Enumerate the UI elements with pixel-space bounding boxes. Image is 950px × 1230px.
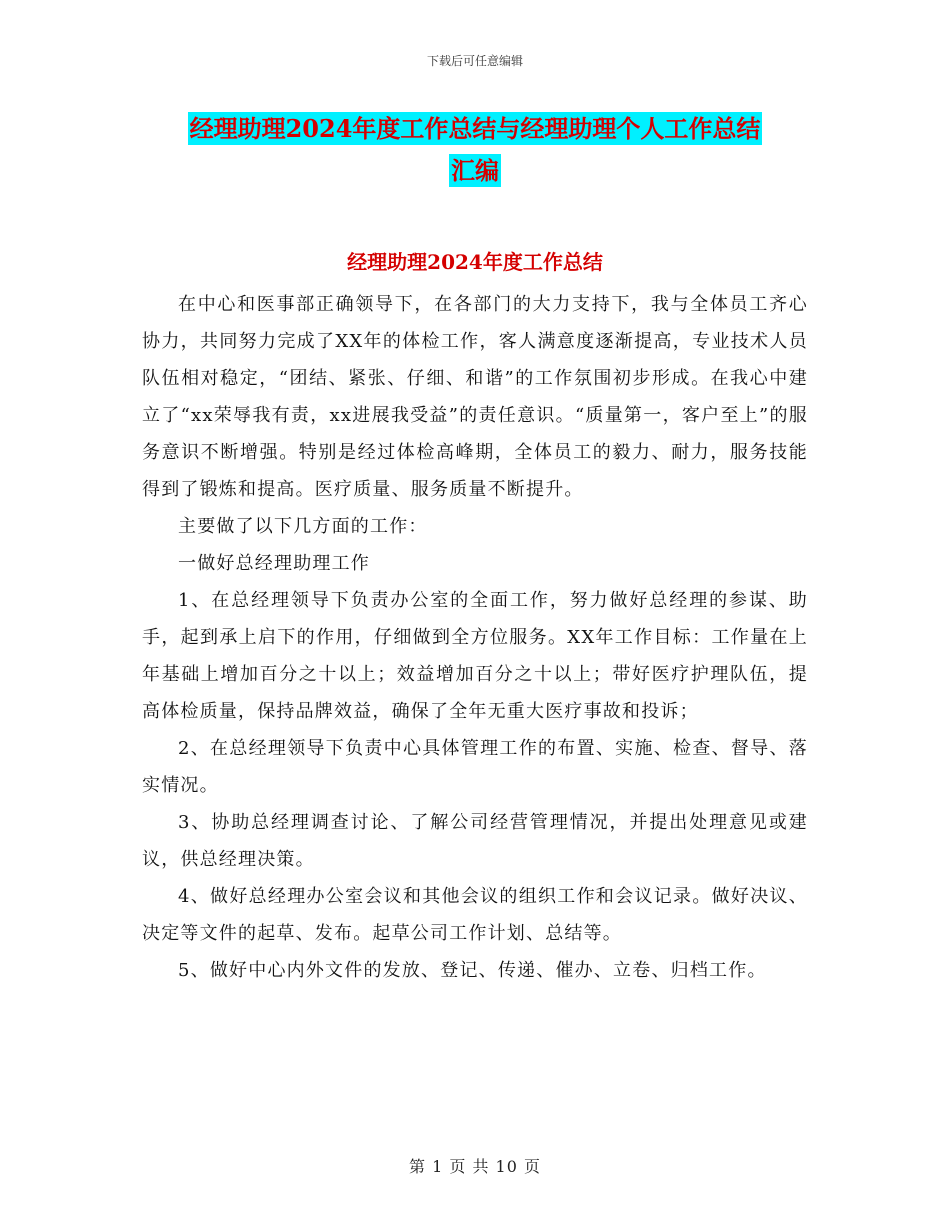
paragraph: 3、协助总经理调查讨论、了解公司经营管理情况，并提出处理意见或建议，供总经理决策。 bbox=[142, 812, 808, 870]
paragraph: 2、在总经理领导下负责中心具体管理工作的布置、实施、检查、督导、落实情况。 bbox=[142, 738, 808, 796]
paragraph: 4、做好总经理办公室会议和其他会议的组织工作和会议记录。做好决议、决定等文件的起草、发布。起草公司工作计划、总结等。 bbox=[142, 886, 808, 944]
paragraph: 在中心和医事部正确领导下，在各部门的大力支持下，我与全体员工齐心协力，共同努力完成了XX年的体检工作，客人满意度逐渐提高，专业技术人员队伍相对稳定，“团结、紧张、仔细、和谐”的工作氛围初步形成。在我心中建立了“xx荣辱我有责，xx进展我受益”的责任意识。“质量第一，客户至上”的服务意识不断增强。特别是经过体检高峰期，全体员工的毅力、耐力，服务技能得到了锻炼和提高。医疗质量、服务质量不断提升。 bbox=[142, 294, 808, 500]
paragraph: 5、做好中心内外文件的发放、登记、传递、催办、立卷、归档工作。 bbox=[178, 960, 767, 981]
document-title bbox=[140, 108, 810, 192]
paragraph: 1、在总经理领导下负责办公室的全面工作，努力做好总经理的参谋、助手，起到承上启下的作用，仔细做到全方位服务。XX年工作目标：工作量在上年基础上增加百分之十以上；效益增加百分之十以上；带好医疗护理队伍，提高体检质量，保持品牌效益，确保了全年无重大医疗事故和投诉； bbox=[142, 590, 808, 722]
page-footer: 第 1 页 共 10 页 bbox=[409, 1157, 541, 1176]
title-line-2: 汇编 bbox=[451, 156, 499, 185]
document-body bbox=[142, 286, 808, 989]
paragraph: 主要做了以下几方面的工作： bbox=[178, 516, 428, 537]
title-line-1: 经理助理2024年度工作总结与经理助理个人工作总结 bbox=[189, 114, 761, 143]
paragraph: 一做好总经理助理工作 bbox=[178, 553, 370, 574]
section-title: 经理助理2024年度工作总结 bbox=[347, 250, 603, 274]
page-header: 下载后可任意编辑 bbox=[426, 54, 523, 68]
